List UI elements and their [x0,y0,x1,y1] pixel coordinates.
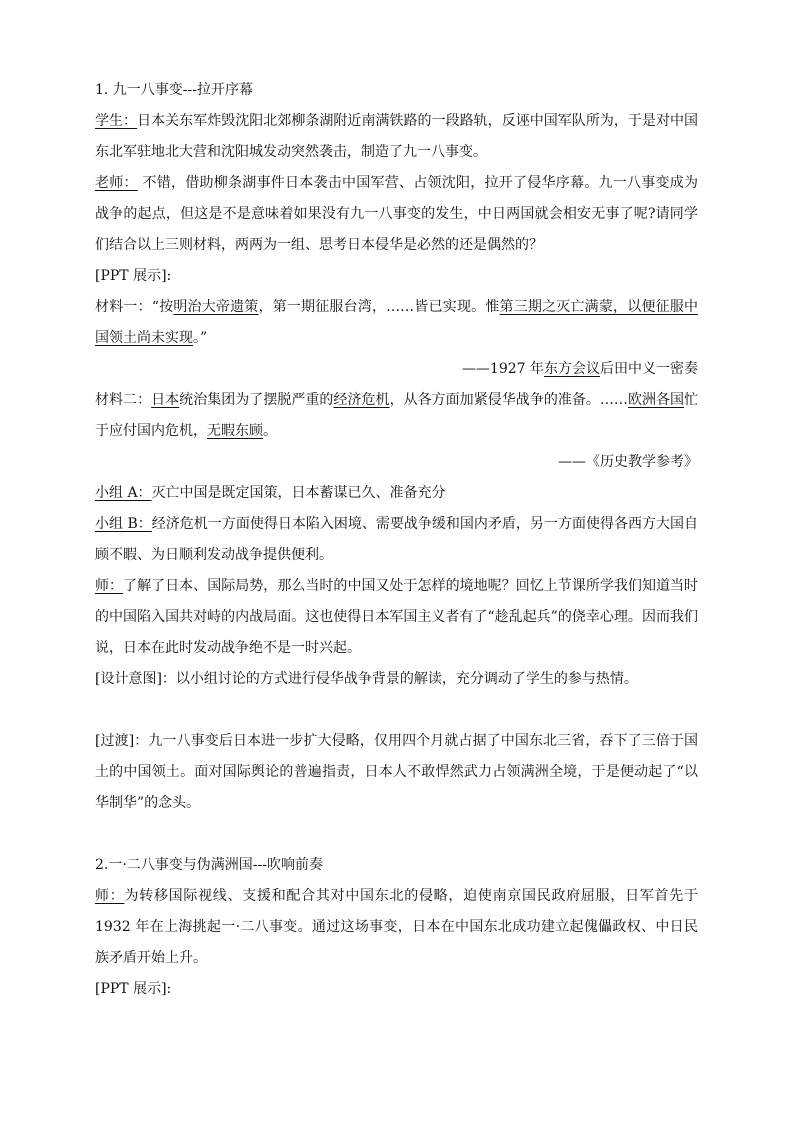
section2-heading: 2.一·二八事变与伪满洲国---吹响前奏 [95,857,323,873]
speaker-label: 学生： [95,113,138,129]
text: ，第一期征服台湾，……皆已实现。惟 [258,299,500,315]
teacher-paragraph-2 [95,571,698,664]
transition-paragraph: [过渡]：九一八事变后日本进一步扩大侵略，仅用四个月就占据了中国东北三省，吞下了三倍于国土的中国领土。面对国际舆论的普遍指责，日本人不敢悍然武力占领满洲全境，于是便动起了“以华制华”的念头。 [95,733,698,811]
design-intent: [设计意图]：以小组讨论的方式进行侵华战争背景的解读，充分调动了学生的参与热情。 [95,671,638,687]
paragraph-text: 了解了日本、国际局势，那么当时的中国又处于怎样的境地呢？回忆上节课所学我们知道当时的中国陷入国共对峙的内战局面。这也使得日本军国主义者有了“趁乱起兵”的侥幸心理。因而我们说，日本在此时发动战争绝不是一时兴起。 [95,578,699,656]
text: 忙于应付国内危机， [95,392,699,439]
paragraph-text: 不错，借助柳条湖事件日本袭击中国军营、占领沈阳，拉开了侵华序幕。九一八事变成为战争的起点，但这是不是意味着如果没有九一八事变的发生，中日两国就会相安无事了呢?请同学们结合以上三则材料，两两为一组、思考日本侵华是必然的还是偶然的？ [95,175,699,253]
speaker-label: 老师： [95,175,138,191]
underlined-text: 欧洲各国 [627,392,685,408]
speaker-label: 师： [95,578,124,594]
text: 。 [263,423,277,439]
paragraph-text: 经济危机一方面使得日本陷入困境、需要战争缓和国内矛盾，另一方面使得各西方大国自顾不暇、为日顺利发动战争提供便利。 [95,516,698,563]
text: 后田中义一密奏 [600,361,698,377]
text: ，从各方面加紧侵华战争的准备。…… [389,392,628,408]
paragraph-text: 日本关东军炸毁沈阳北郊柳条湖附近南满铁路的一段路轨，反诬中国军队所为，于是对中国东北军驻地北大营和沈阳城发动突然袭击，制造了九一八事变。 [95,113,699,160]
speaker-label: 小组 A： [95,485,152,501]
underlined-text: 无暇东顾 [207,423,263,439]
speaker-label: 师： [95,888,125,904]
spacer [95,695,698,726]
group-a-paragraph [95,478,698,509]
text: 材料二： [95,392,152,408]
material-two [95,385,698,447]
text: ——1927 年 [461,361,544,377]
text: 。” [193,330,208,346]
teacher-paragraph [95,168,698,261]
spacer [95,819,698,850]
text: 材料一：“按 [95,299,174,315]
material-one [95,292,698,354]
material-two-source: ——《历史教学参考》 [558,454,698,470]
teacher-paragraph-3 [95,881,698,974]
underlined-text: 明治大帝遗策 [173,299,259,315]
speaker-label: 小组 B： [95,516,152,532]
ppt-label: [PPT 展示]: [95,981,172,997]
text: 统治集团为了摆脱严重的 [179,392,334,408]
group-b-paragraph [95,509,698,571]
underlined-text: 第三期之灭亡满蒙，以便征服中国领土尚未实现 [95,299,699,346]
underlined-text: 东方会议 [544,361,600,377]
paragraph-text: 灭亡中国是既定国策，日本蓄谋已久、准备充分 [151,485,446,501]
student-paragraph [95,106,698,168]
ppt-label: [PPT 展示]: [95,268,172,284]
section1-heading: 1. 九一八事变---拉开序幕 [95,82,253,98]
material-one-source [95,354,698,385]
paragraph-text: 为转移国际视线、支援和配合其对中国东北的侵略，迫使南京国民政府屈服，日军首先于 1932 年在上海挑起一·二八事变。通过这场事变，日本在中国东北成功建立起傀儡政权、中日民族矛盾开始上升。 [95,888,699,966]
underlined-text: 日本 [151,392,180,408]
underlined-text: 经济危机 [333,392,390,408]
